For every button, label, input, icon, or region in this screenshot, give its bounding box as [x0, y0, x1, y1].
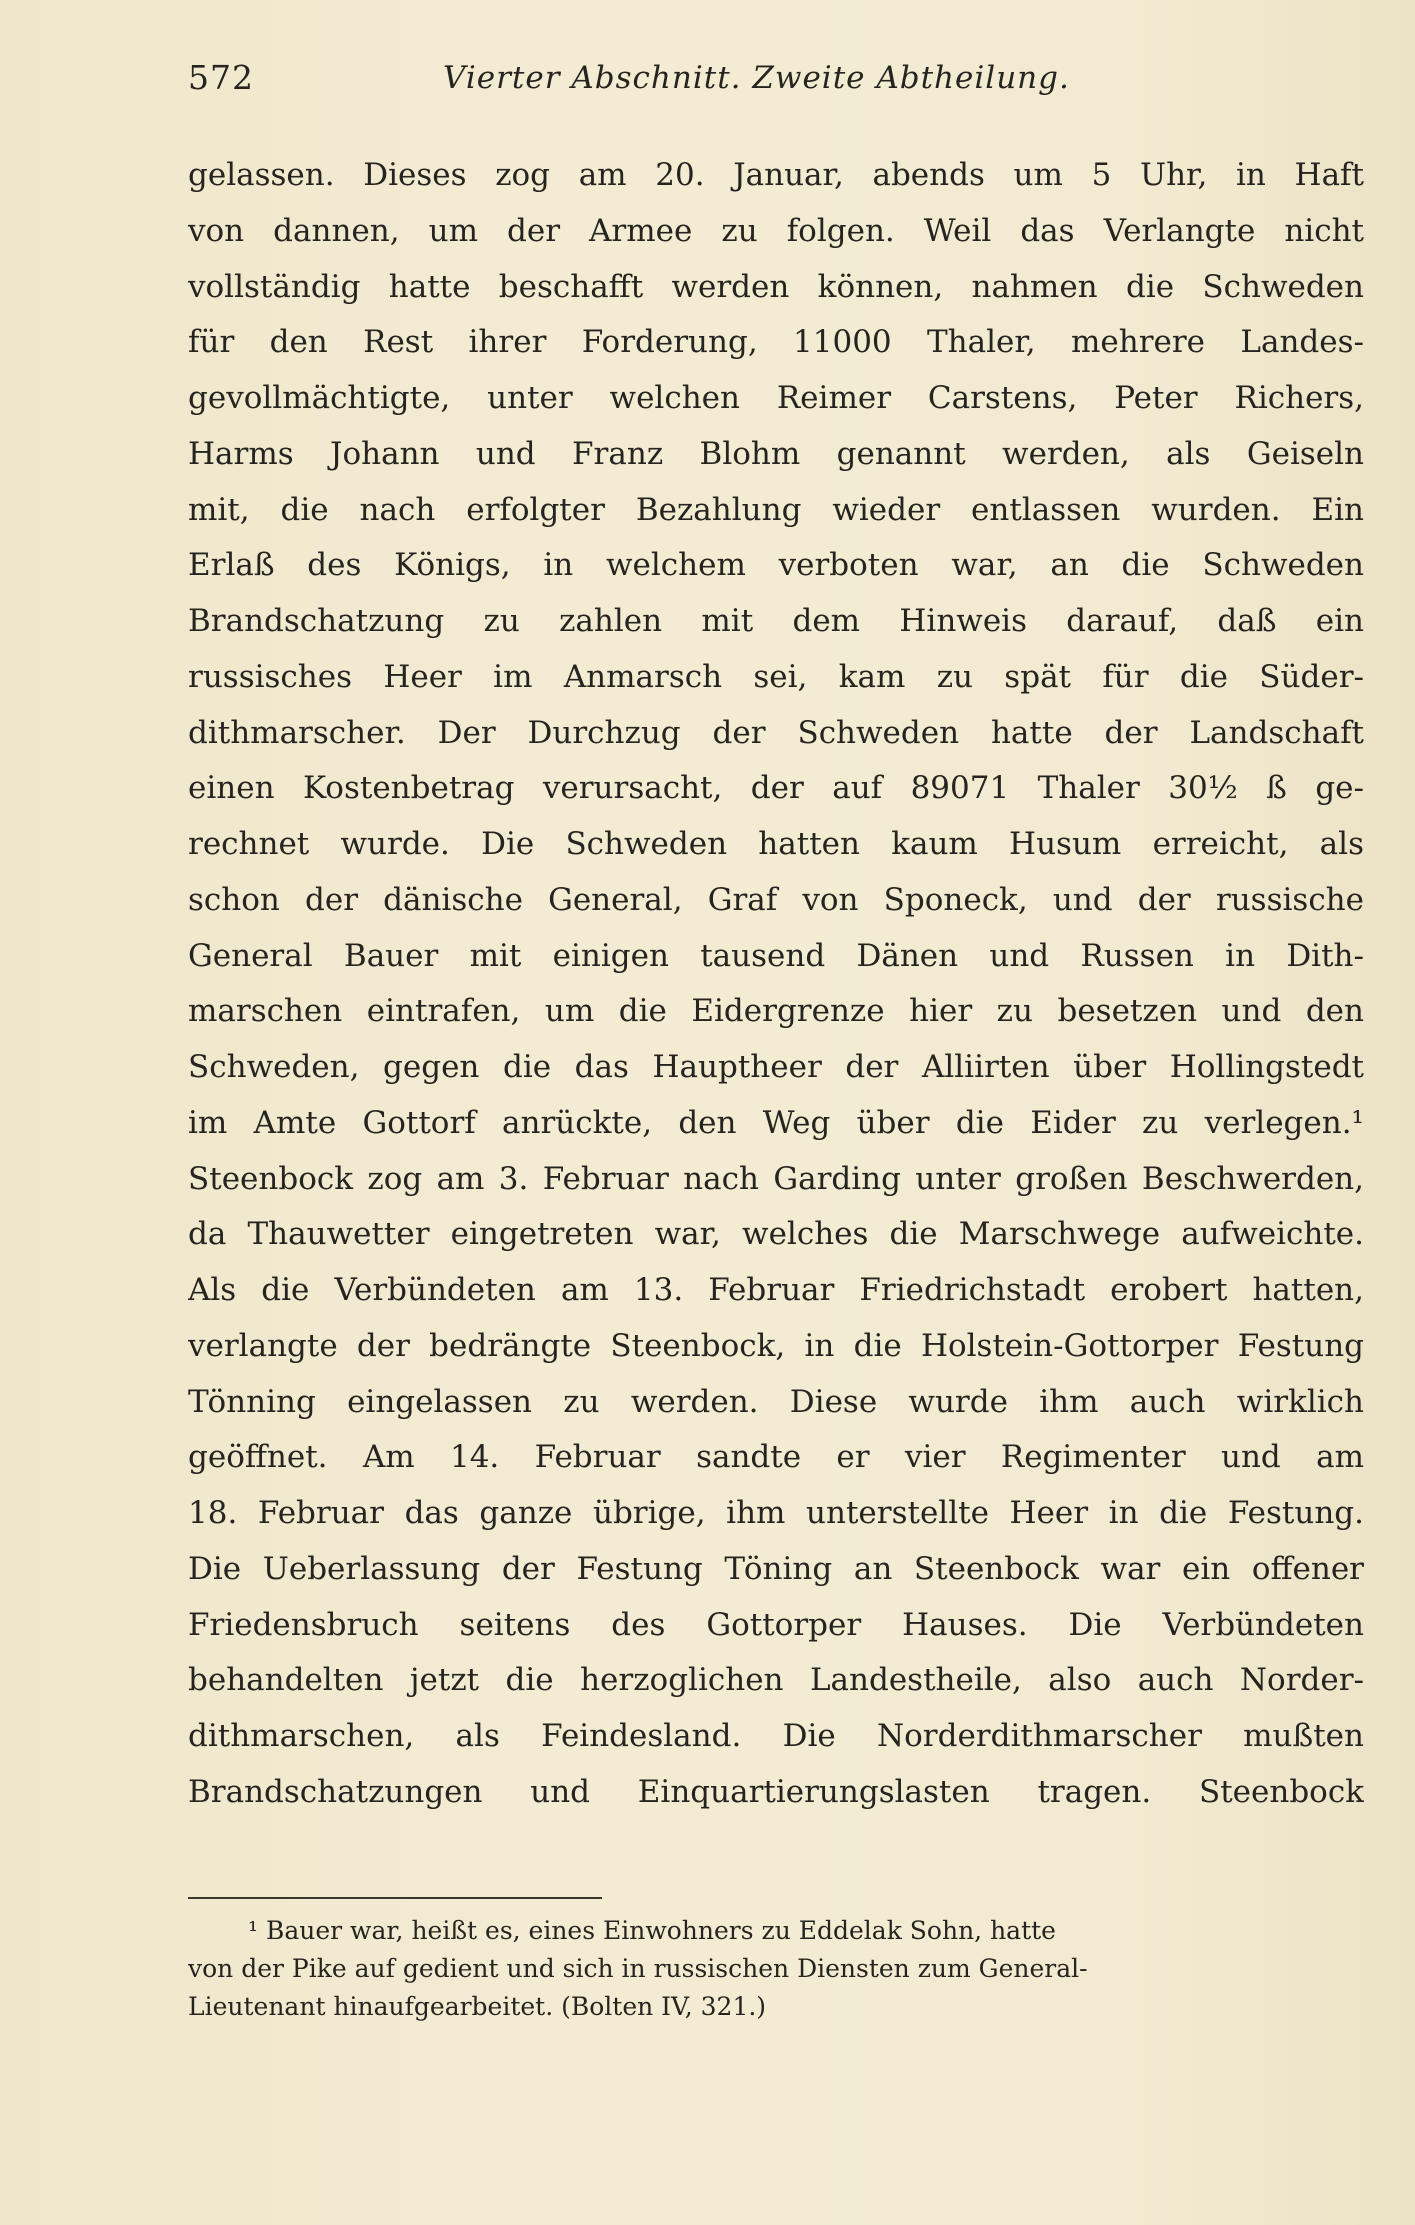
footnote	[188, 1912, 1364, 2026]
text-line: marschen eintrafen, um die Eidergrenze hier zu besetzen und den	[188, 993, 1364, 1030]
text-line: schon der dänische General, Graf von Sponeck, und der russische	[188, 881, 1364, 918]
page-header	[188, 58, 1268, 108]
text-line: Schweden, gegen die das Hauptheer der Alliirten über Hollingstedt	[188, 1049, 1364, 1085]
text-line: vollständig hatte beschafft werden können, nahmen die Schweden	[188, 268, 1364, 305]
footnote-line: ¹ Bauer war, heißt es, eines Einwohners zu Eddelak Sohn, hatte	[248, 1916, 1056, 1945]
body-text	[188, 148, 1364, 1821]
text-line: General Bauer mit einigen tausend Dänen und Russen in Dith-	[188, 937, 1364, 974]
text-line: einen Kostenbetrag verursacht, der auf 89071 Thaler 30½ ß ge-	[188, 770, 1364, 807]
text-line: verlangte der bedrängte Steenbock, in die Holstein-Gottorper Festung	[188, 1327, 1364, 1364]
text-line: für den Rest ihrer Forderung, 11000 Thaler, mehrere Landes-	[188, 324, 1364, 361]
text-line: Brandschatzung zu zahlen mit dem Hinweis darauf, daß ein	[188, 603, 1364, 639]
text-line: Friedensbruch seitens des Gottorper Hauses. Die Verbündeten	[188, 1606, 1364, 1643]
footnote-divider	[188, 1897, 602, 1899]
text-line: Harms Johann und Franz Blohm genannt werden, als Geiseln	[188, 435, 1364, 472]
text-line: Die Ueberlassung der Festung Töning an Steenbock war ein offener	[188, 1550, 1364, 1587]
text-line: russisches Heer im Anmarsch sei, kam zu spät für die Süder-	[188, 658, 1364, 695]
footnote-line: Lieutenant hinaufgearbeitet. (Bolten IV, 321.)	[188, 1992, 767, 2021]
text-line: Steenbock zog am 3. Februar nach Garding unter großen Beschwerden,	[188, 1160, 1364, 1197]
text-line: dithmarscher. Der Durchzug der Schweden hatte der Landschaft	[188, 714, 1364, 751]
text-line: Brandschatzungen und Einquartierungslasten tragen. Steenbock	[188, 1773, 1364, 1810]
text-line: Erlaß des Königs, in welchem verboten war, an die Schweden	[188, 547, 1364, 584]
text-line: Als die Verbündeten am 13. Februar Friedrichstadt erobert hatten,	[188, 1272, 1364, 1308]
text-line: mit, die nach erfolgter Bezahlung wieder entlassen wurden. Ein	[188, 491, 1364, 528]
text-line: da Thauwetter eingetreten war, welches die Marschwege aufweichte.	[188, 1216, 1364, 1253]
text-line: 18. Februar das ganze übrige, ihm unterstellte Heer in die Festung.	[188, 1495, 1364, 1531]
running-head: Vierter Abschnitt. Zweite Abtheilung.	[443, 60, 1070, 96]
text-line: behandelten jetzt die herzoglichen Landestheile, also auch Norder-	[188, 1662, 1364, 1699]
page-number: 572	[188, 58, 254, 97]
text-line: im Amte Gottorf anrückte, den Weg über die Eider zu verlegen.¹	[188, 1104, 1364, 1141]
text-line: Tönning eingelassen zu werden. Diese wurde ihm auch wirklich	[188, 1383, 1364, 1420]
text-line: gevollmächtigte, unter welchen Reimer Carstens, Peter Richers,	[188, 380, 1364, 416]
text-line: von dannen, um der Armee zu folgen. Weil das Verlangte nicht	[188, 212, 1364, 249]
text-line: dithmarschen, als Feindesland. Die Norderdithmarscher mußten	[188, 1718, 1364, 1754]
text-line: gelassen. Dieses zog am 20. Januar, abends um 5 Uhr, in Haft	[188, 157, 1364, 193]
footnote-line: von der Pike auf gedient und sich in russischen Diensten zum General-	[188, 1954, 1088, 1983]
text-line: geöffnet. Am 14. Februar sandte er vier Regimenter und am	[188, 1439, 1364, 1476]
text-line: rechnet wurde. Die Schweden hatten kaum Husum erreicht, als	[188, 826, 1364, 862]
